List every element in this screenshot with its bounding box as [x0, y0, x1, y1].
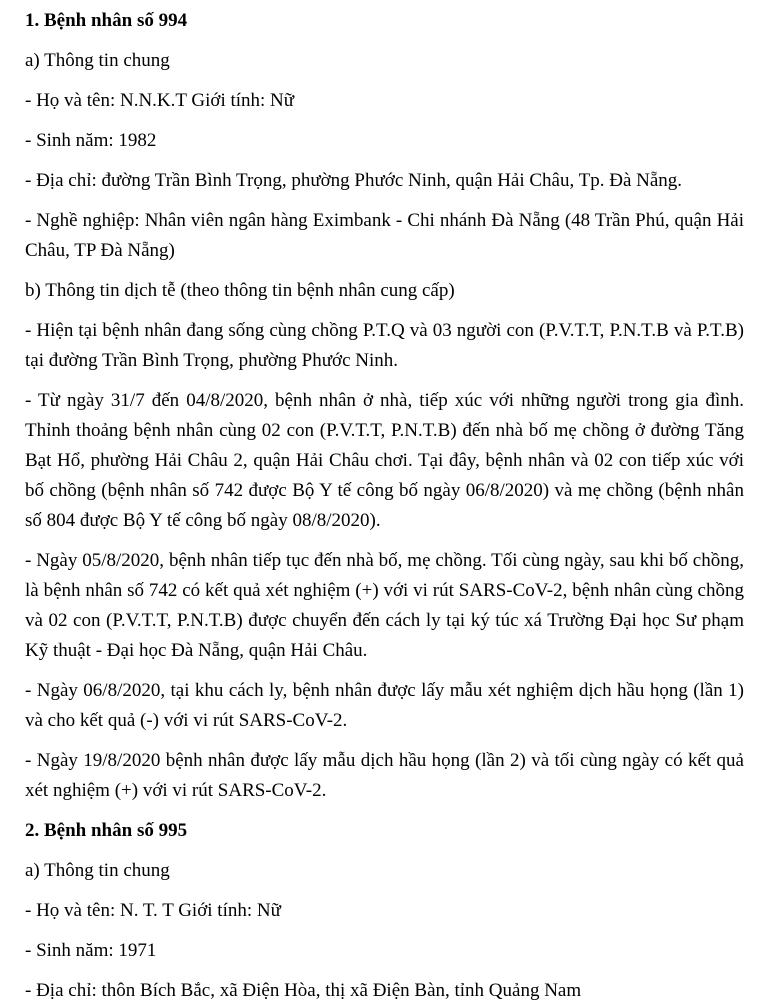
paragraph-household: - Hiện tại bệnh nhân đang sống cùng chồng P.T.Q và 03 người con (P.V.T.T, P.N.T.B và P.T.B) tại đường Trần Bình Trọng, phường Phước Ninh.: [25, 320, 744, 371]
paragraph-timeline-19-8: - Ngày 19/8/2020 bệnh nhân được lấy mẫu dịch hầu họng (lần 2) và tối cùng ngày có kết quả xét nghiệm (+) với vi rút SARS-CoV-2.: [25, 750, 744, 801]
paragraph-general-info-label-2: a) Thông tin chung: [25, 860, 170, 881]
paragraph-birth-year: - Sinh năm: 1982: [25, 130, 157, 151]
paragraph-address: - Địa chỉ: đường Trần Bình Trọng, phường Phước Ninh, quận Hải Châu, Tp. Đà Nẵng.: [25, 170, 683, 191]
section-heading-patient-995: 2. Bệnh nhân số 995: [25, 820, 188, 841]
paragraph-timeline-05-8: - Ngày 05/8/2020, bệnh nhân tiếp tục đến nhà bố, mẹ chồng. Tối cùng ngày, sau khi bố chồng, là bệnh nhân số 742 có kết quả xét nghiệm (+) với vi rút SARS-CoV-2, bệnh nhân cùng chồng và 02 con (P.V.T.T, P.N.T.B) được chuyển đến cách ly tại ký túc xá Trường Đại học Sư phạm Kỹ thuật - Đại học Đà Nẵng, quận Hải Châu.: [25, 550, 744, 661]
paragraph-occupation: - Nghề nghiệp: Nhân viên ngân hàng Eximbank - Chi nhánh Đà Nẵng (48 Trần Phú, quận Hải Châu, TP Đà Nẵng): [25, 210, 744, 261]
paragraph-timeline-06-8: - Ngày 06/8/2020, tại khu cách ly, bệnh nhân được lấy mẫu xét nghiệm dịch hầu họng (lần 1) và cho kết quả (-) với vi rút SARS-CoV-2.: [25, 680, 744, 731]
paragraph-epidemiology-label: b) Thông tin dịch tễ (theo thông tin bệnh nhân cung cấp): [25, 280, 455, 301]
paragraph-general-info-label: a) Thông tin chung: [25, 50, 170, 71]
paragraph-name-gender: - Họ và tên: N.N.K.T Giới tính: Nữ: [25, 90, 295, 111]
section-heading-patient-994: 1. Bệnh nhân số 994: [25, 10, 188, 31]
paragraph-birth-year-2: - Sinh năm: 1971: [25, 940, 157, 961]
paragraph-timeline-31-7: - Từ ngày 31/7 đến 04/8/2020, bệnh nhân ở nhà, tiếp xúc với những người trong gia đình. Thỉnh thoảng bệnh nhân cùng 02 con (P.V.T.T, P.N.T.B) đến nhà bố mẹ chồng ở đường Tăng Bạt Hổ, phường Hải Châu 2, quận Hải Châu chơi. Tại đây, bệnh nhân và 02 con tiếp xúc với bố chồng (bệnh nhân số 742 được Bộ Y tế công bố ngày 06/8/2020) và mẹ chồng (bệnh nhân số 804 được Bộ Y tế công bố ngày 08/8/2020).: [25, 390, 744, 531]
paragraph-address-2: - Địa chỉ: thôn Bích Bắc, xã Điện Hòa, thị xã Điện Bàn, tỉnh Quảng Nam: [25, 980, 582, 1001]
paragraph-name-gender-2: - Họ và tên: N. T. T Giới tính: Nữ: [25, 900, 281, 921]
